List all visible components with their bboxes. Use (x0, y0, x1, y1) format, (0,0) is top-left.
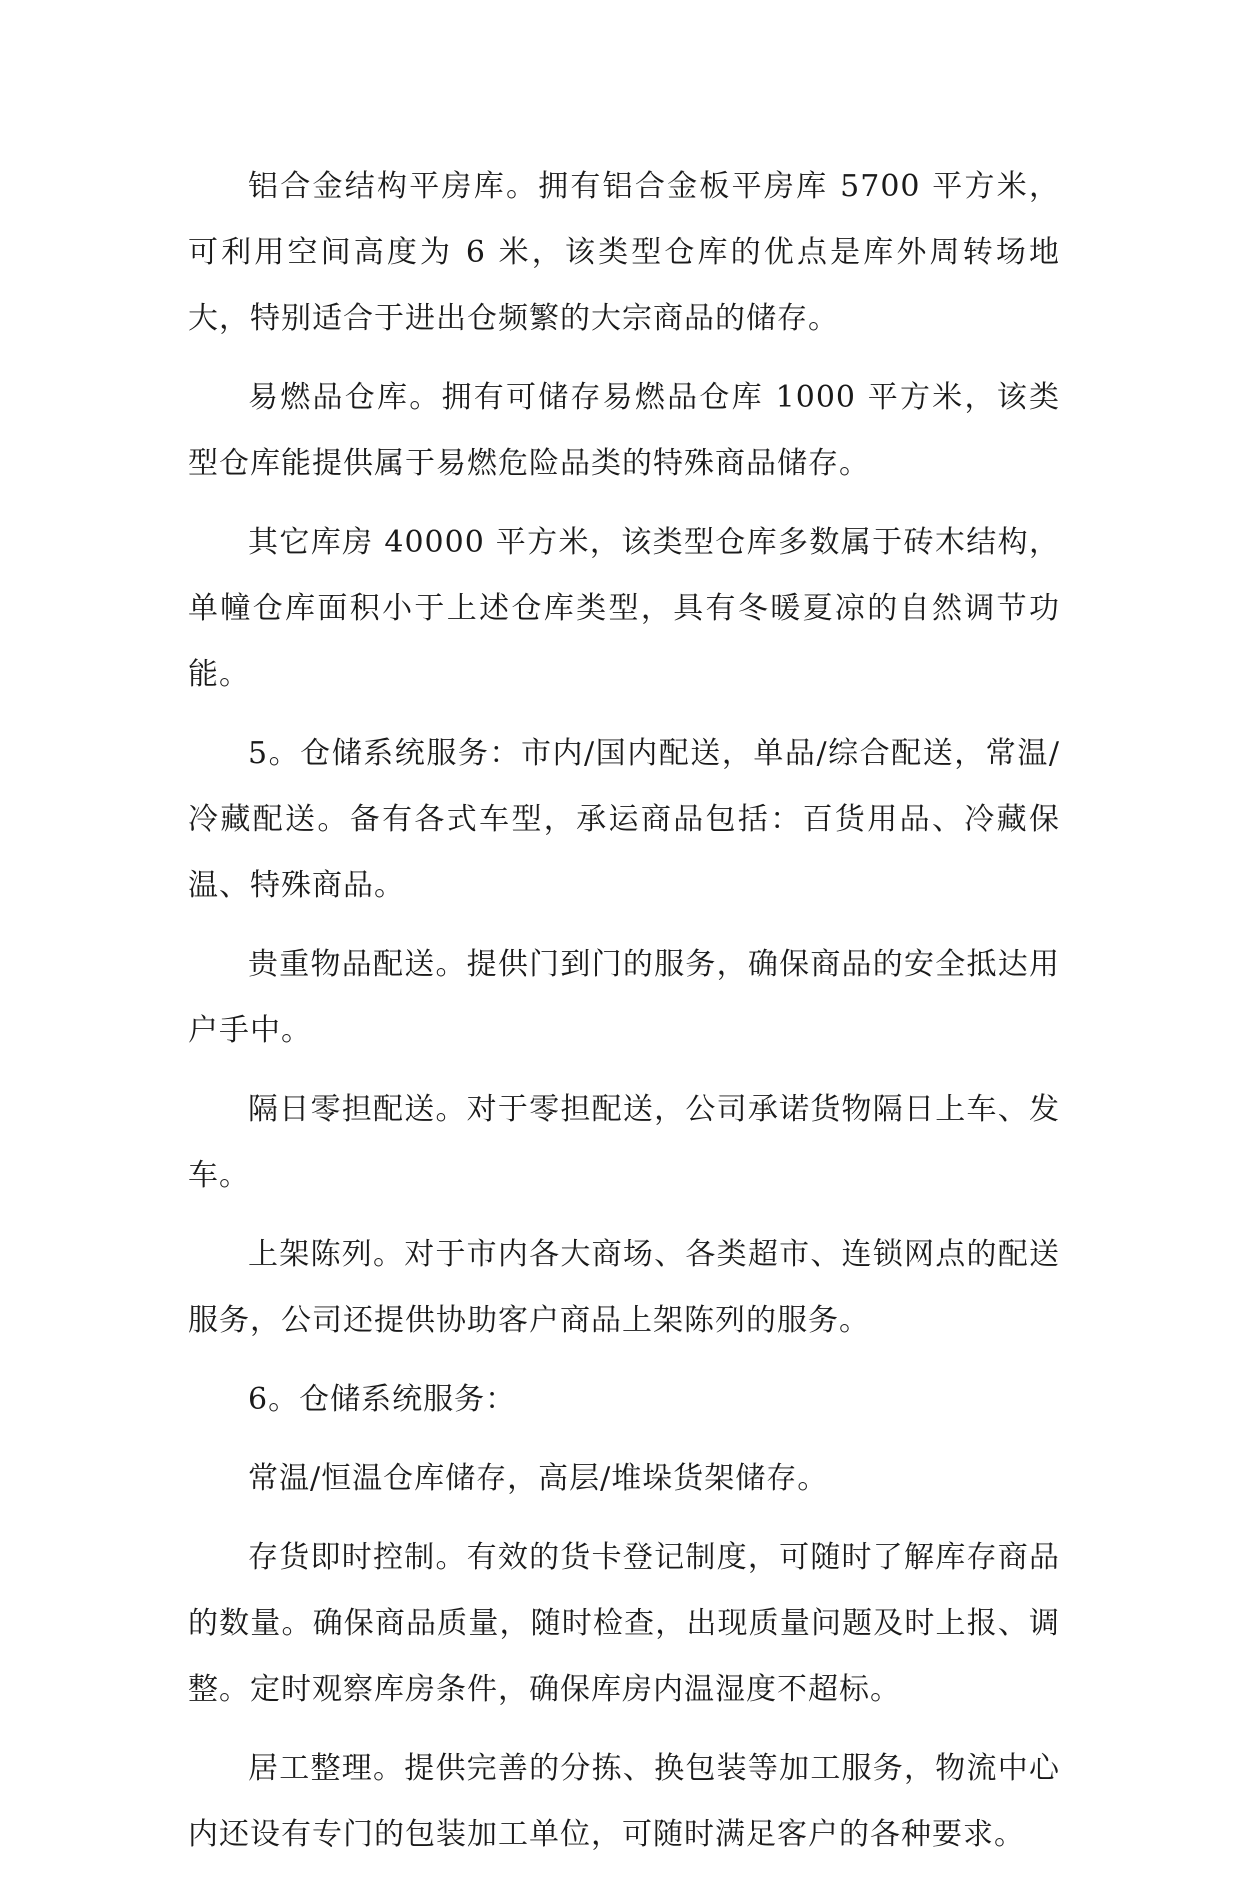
paragraph-other-warehouses: 其它库房 40000 平方米，该类型仓库多数属于砖木结构，单幢仓库面积小于上述仓库类型，具有冬暖夏凉的自然调节功能。 (188, 525, 1060, 692)
paragraph-valuables-delivery: 贵重物品配送。提供门到门的服务，确保商品的安全抵达用户手中。 (188, 947, 1060, 1048)
paragraph-flammable-warehouse: 易燃品仓库。拥有可储存易燃品仓库 1000 平方米，该类型仓库能提供属于易燃危险品类的特殊商品储存。 (188, 380, 1060, 481)
document-body (188, 154, 1060, 1881)
paragraph-aluminum-warehouse: 铝合金结构平房库。拥有铝合金板平房库 5700 平方米，可利用空间高度为 6 米，该类型仓库的优点是库外周转场地大，特别适合于进出仓频繁的大宗商品的储存。 (188, 169, 1060, 336)
paragraph-storage-service-6: 6。仓储系统服务： (248, 1382, 517, 1417)
paragraph-temperature-storage: 常温/恒温仓库储存，高层/堆垛货架储存。 (248, 1461, 829, 1496)
paragraph-storage-service-5: 5。仓储系统服务：市内/国内配送，单品/综合配送，常温/冷藏配送。备有各式车型，承运商品包括：百货用品、冷藏保温、特殊商品。 (188, 736, 1060, 903)
paragraph-inventory-control: 存货即时控制。有效的货卡登记制度，可随时了解库存商品的数量。确保商品质量，随时检查，出现质量问题及时上报、调整。定时观察库房条件，确保库房内温湿度不超标。 (188, 1540, 1060, 1707)
paragraph-next-day-delivery: 隔日零担配送。对于零担配送，公司承诺货物隔日上车、发车。 (188, 1092, 1060, 1193)
paragraph-processing: 居工整理。提供完善的分拣、换包装等加工服务，物流中心内还设有专门的包装加工单位，可随时满足客户的各种要求。 (188, 1751, 1060, 1852)
paragraph-shelf-display: 上架陈列。对于市内各大商场、各类超市、连锁网点的配送服务，公司还提供协助客户商品上架陈列的服务。 (188, 1237, 1060, 1338)
